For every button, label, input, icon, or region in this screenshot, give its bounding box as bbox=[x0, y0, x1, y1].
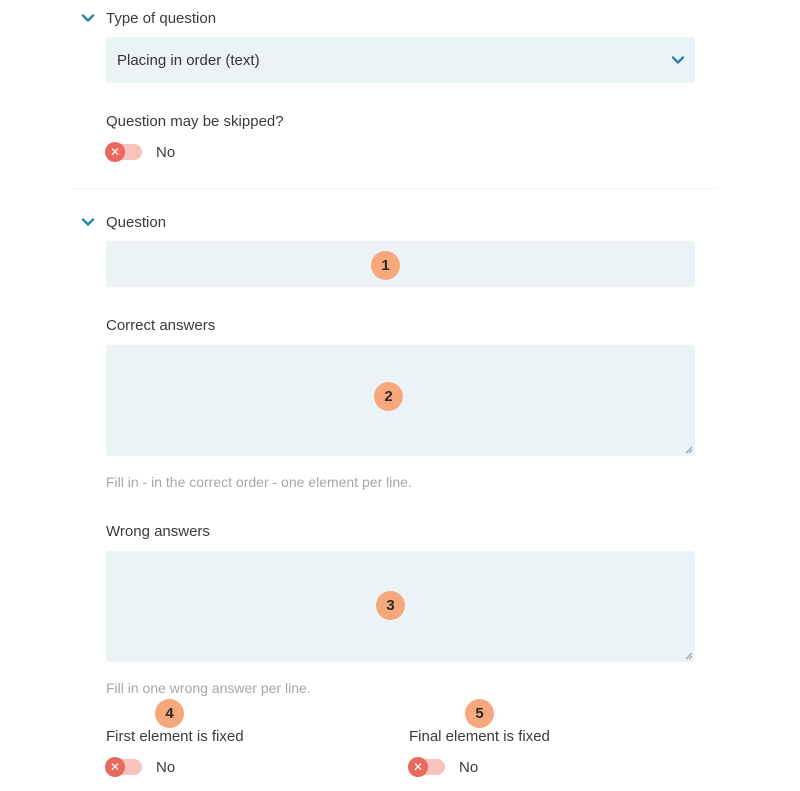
annotation-badge-2: 2 bbox=[374, 382, 403, 411]
skip-question-toggle[interactable] bbox=[106, 141, 175, 163]
resize-handle-icon[interactable] bbox=[685, 446, 693, 454]
question-type-select[interactable] bbox=[106, 37, 695, 83]
first-element-fixed-label: First element is fixed bbox=[106, 728, 244, 745]
skip-question-label: Question may be skipped? bbox=[106, 113, 284, 130]
close-icon: ✕ bbox=[408, 757, 428, 777]
final-element-fixed-value: No bbox=[459, 758, 479, 776]
toggle-track bbox=[106, 144, 142, 160]
type-of-question-title: Type of question bbox=[106, 9, 217, 27]
wrong-answers-hint: Fill in one wrong answer per line. bbox=[106, 680, 311, 696]
question-type-select-value: Placing in order (text) bbox=[117, 51, 260, 69]
type-of-question-header[interactable] bbox=[80, 6, 216, 30]
question-input[interactable] bbox=[106, 241, 695, 287]
toggle-track bbox=[409, 759, 445, 775]
toggle-track bbox=[106, 759, 142, 775]
section-divider bbox=[72, 188, 718, 189]
annotation-badge-1: 1 bbox=[371, 251, 400, 280]
correct-answers-label: Correct answers bbox=[106, 317, 216, 334]
chevron-down-icon bbox=[80, 214, 96, 230]
skip-question-toggle-value: No bbox=[156, 143, 176, 161]
question-title: Question bbox=[106, 213, 167, 231]
annotation-badge-5: 5 bbox=[465, 699, 494, 728]
wrong-answers-label: Wrong answers bbox=[106, 523, 210, 540]
chevron-down-icon bbox=[80, 10, 96, 26]
final-element-fixed-toggle[interactable] bbox=[409, 756, 478, 778]
annotation-badge-3: 3 bbox=[376, 591, 405, 620]
first-element-fixed-toggle[interactable] bbox=[106, 756, 175, 778]
chevron-down-icon bbox=[670, 52, 686, 68]
first-element-fixed-value: No bbox=[156, 758, 176, 776]
resize-handle-icon[interactable] bbox=[685, 652, 693, 660]
question-header[interactable] bbox=[80, 210, 166, 234]
final-element-fixed-label: Final element is fixed bbox=[409, 728, 550, 745]
close-icon: ✕ bbox=[105, 757, 125, 777]
close-icon: ✕ bbox=[105, 142, 125, 162]
annotation-badge-4: 4 bbox=[155, 699, 184, 728]
correct-answers-hint: Fill in - in the correct order - one element per line. bbox=[106, 474, 412, 490]
